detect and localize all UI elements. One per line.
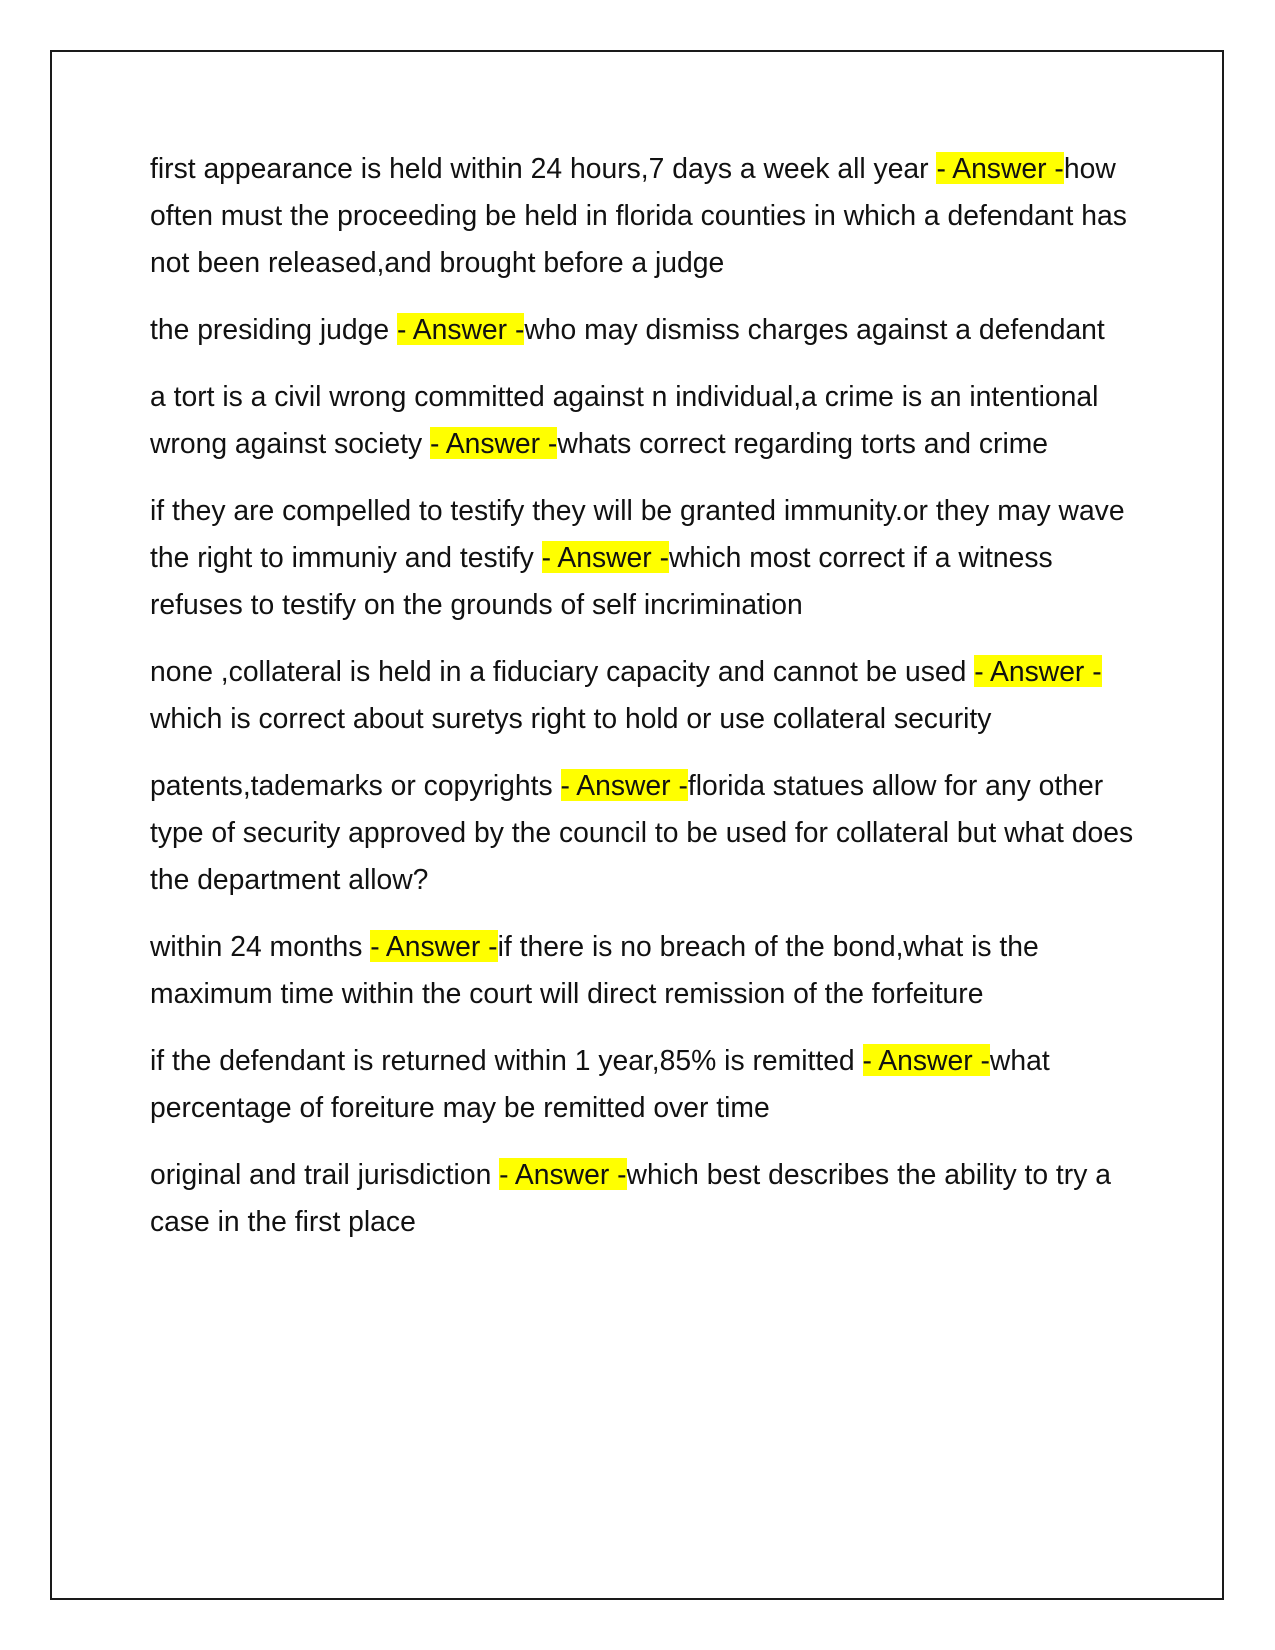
answer-text-5: none ,collateral is held in a fiduciary capacity and cannot be used <box>150 655 975 687</box>
answer-text-9: original and trail jurisdiction <box>150 1158 500 1190</box>
answer-marker-2: - Answer - <box>397 313 525 345</box>
answer-marker-1: - Answer - <box>936 152 1064 184</box>
question-text-3: whats correct regarding torts and crime <box>557 427 1049 459</box>
answer-marker-5: - Answer - <box>974 655 1102 687</box>
answer-marker-8: - Answer - <box>862 1044 990 1076</box>
answer-marker-3: - Answer - <box>429 427 558 459</box>
answer-text-4: if they are compelled to testify they will be granted immunity.or they may wave the right to immuniy and testify <box>150 494 1125 573</box>
qa-item-3 <box>150 373 1135 467</box>
answer-text-6: patents,tademarks or copyrights <box>150 769 561 801</box>
answer-text-1: first appearance is held within 24 hours,7 days a week all year <box>150 152 937 184</box>
question-text-6: florida statues allow for any other type of security approved by the council to be used for collateral but what does the department allow? <box>150 769 1134 895</box>
question-text-7: if there is no breach of the bond,what is the maximum time within the court will direct remission of the forfeiture <box>150 930 1039 1009</box>
question-text-1: how often must the proceeding be held in florida counties in which a defendant has not been released,and brought before a judge <box>150 152 1127 278</box>
question-text-9: which best describes the ability to try a case in the first place <box>150 1158 1111 1237</box>
answer-text-7: within 24 months <box>150 930 371 962</box>
answer-marker-7: - Answer - <box>370 930 498 962</box>
qa-item-5 <box>150 648 1135 742</box>
qa-item-4 <box>150 487 1135 628</box>
qa-item-1 <box>150 145 1135 286</box>
question-text-4: which most correct if a witness refuses to testify on the grounds of self incrimination <box>150 541 1053 620</box>
qa-item-7 <box>150 923 1135 1017</box>
qa-item-8 <box>150 1037 1135 1131</box>
answer-text-8: if the defendant is returned within 1 year,85% is remitted <box>150 1044 863 1076</box>
answer-marker-4: - Answer - <box>541 541 669 573</box>
qa-list <box>150 145 1135 1265</box>
qa-item-6 <box>150 762 1135 903</box>
question-text-8: what percentage of foreiture may be remitted over time <box>150 1044 1050 1123</box>
qa-item-9 <box>150 1151 1135 1245</box>
answer-text-3: a tort is a civil wrong committed against n individual,a crime is an intentional wrong against society <box>150 380 1099 459</box>
qa-item-2 <box>150 306 1135 353</box>
answer-marker-9: - Answer - <box>499 1158 627 1190</box>
answer-text-2: the presiding judge <box>150 313 397 345</box>
question-text-2: who may dismiss charges against a defendant <box>524 313 1105 345</box>
question-text-5: which is correct about suretys right to hold or use collateral security <box>150 702 992 734</box>
answer-marker-6: - Answer - <box>560 769 688 801</box>
